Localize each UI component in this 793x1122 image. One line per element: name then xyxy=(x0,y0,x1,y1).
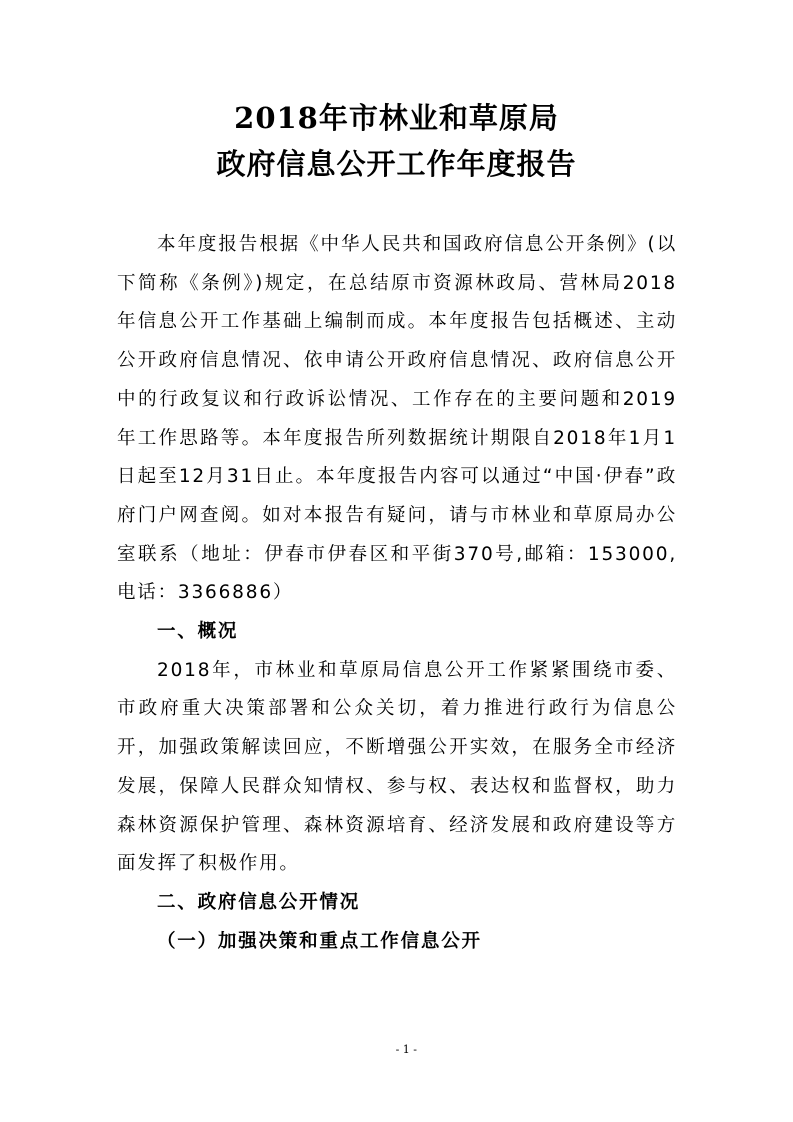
intro-paragraph: 本年度报告根据《中华人民共和国政府信息公开条例》(以下简称《条例》)规定，在总结原市资源林政局、营林局2018年信息公开工作基础上编制而成。本年度报告包括概述、主动公开政府信息情况、依申请公开政府信息情况、政府信息公开中的行政复议和行政诉讼情况、工作存在的主要问题和2019年工作思路等。本年度报告所列数据统计期限自2018年1月1日起至12月31日止。本年度报告内容可以通过“中国·伊春”政府门户网查阅。如对本报告有疑问，请与市林业和草原局办公室联系（地址：伊春市伊春区和平街370号,邮箱：153000,电话：3366886） xyxy=(117,234,677,604)
section1-heading: 一、概况 xyxy=(157,621,239,643)
page-number: - 1 - xyxy=(395,1043,417,1056)
section1-paragraph: 2018年，市林业和草原局信息公开工作紧紧围绕市委、市政府重大决策部署和公众关切，着力推进行政行为信息公开，加强政策解读回应，不断增强公开实效，在服务全市经济发展，保障人民群众知情权、参与权、表达权和监督权，助力森林资源保护管理、森林资源培育、经济发展和政府建设等方面发挥了积极作用。 xyxy=(117,659,677,875)
report-body xyxy=(117,226,677,961)
report-title-line2: 政府信息公开工作年度报告 xyxy=(216,147,577,181)
report-title-line1: 2018年市林业和草原局 xyxy=(234,101,559,135)
section2-heading: 二、政府信息公开情况 xyxy=(157,891,361,913)
subsection1-heading: （一）加强决策和重点工作信息公开 xyxy=(157,930,482,952)
